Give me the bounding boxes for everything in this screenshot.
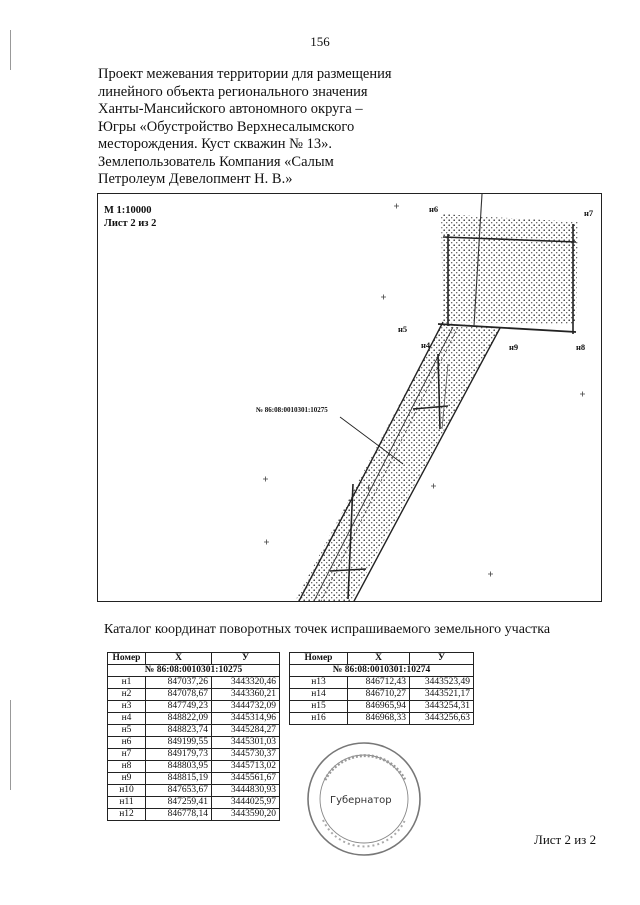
scan-edge — [10, 700, 11, 790]
coord-x: 846778,14 — [146, 809, 212, 821]
column-header-number: Номер — [290, 653, 348, 665]
table-row — [108, 737, 280, 749]
boundary-line — [313, 327, 453, 602]
point-number: н15 — [290, 701, 348, 713]
table-row — [290, 689, 474, 701]
corridor-area — [294, 322, 500, 602]
title-line: Петролеум Девелопмент Н. В.» — [98, 171, 293, 187]
coord-x: 847259,41 — [146, 797, 212, 809]
parcel-number: № 86:08:0010301:10275 — [108, 665, 280, 677]
column-header-y: У — [212, 653, 280, 665]
coord-x: 848815,19 — [146, 773, 212, 785]
coord-x: 847078,67 — [146, 689, 212, 701]
coord-y: 3444830,93 — [212, 785, 280, 797]
coord-x: 846712,43 — [348, 677, 410, 689]
table-row — [108, 773, 280, 785]
point-label-n7: н7 — [584, 208, 594, 218]
coord-x: 848822,09 — [146, 713, 212, 725]
coord-x: 849199,55 — [146, 737, 212, 749]
document-title — [98, 66, 418, 189]
title-line: месторождения. Куст скважин № 13». — [98, 136, 333, 152]
point-number: н11 — [108, 797, 146, 809]
point-number: н8 — [108, 761, 146, 773]
table-row — [108, 785, 280, 797]
coordinates-table-left — [107, 652, 280, 821]
table-row — [108, 725, 280, 737]
parcel-number: № 86:08:0010301:10274 — [290, 665, 474, 677]
point-number: н3 — [108, 701, 146, 713]
scan-edge — [10, 30, 11, 70]
point-number: н10 — [108, 785, 146, 797]
coord-x: 847037,26 — [146, 677, 212, 689]
point-number: н2 — [108, 689, 146, 701]
table-row — [108, 713, 280, 725]
column-header-x: X — [348, 653, 410, 665]
title-line: Ханты-Мансийского автономного округа – — [98, 101, 363, 117]
coord-x: 847653,67 — [146, 785, 212, 797]
page-number: 156 — [310, 34, 330, 49]
coordinates-table-right — [289, 652, 474, 725]
table-row — [108, 677, 280, 689]
coord-y: 3443523,49 — [410, 677, 474, 689]
table-row — [108, 749, 280, 761]
table-row — [290, 677, 474, 689]
column-header-x: X — [146, 653, 212, 665]
table-row — [290, 701, 474, 713]
point-number: н1 — [108, 677, 146, 689]
coord-y: 3443256,63 — [410, 713, 474, 725]
column-header-y: У — [410, 653, 474, 665]
survey-map — [97, 193, 602, 602]
coord-y: 3444732,09 — [212, 701, 280, 713]
coord-y: 3444025,97 — [212, 797, 280, 809]
column-header-number: Номер — [108, 653, 146, 665]
point-number: н16 — [290, 713, 348, 725]
table-row — [108, 701, 280, 713]
coord-x: 846710,27 — [348, 689, 410, 701]
point-label-n9: н9 — [509, 342, 519, 352]
coord-y: 3445561,67 — [212, 773, 280, 785]
coord-y: 3443254,31 — [410, 701, 474, 713]
coord-y: 3445713,02 — [212, 761, 280, 773]
table-row — [108, 689, 280, 701]
map-scale: М 1:10000 — [104, 205, 152, 216]
map-drawing — [98, 194, 602, 602]
coord-y: 3443360,21 — [212, 689, 280, 701]
table-row — [290, 713, 474, 725]
coord-y: 3445284,27 — [212, 725, 280, 737]
point-number: н5 — [108, 725, 146, 737]
point-number: н6 — [108, 737, 146, 749]
point-number: н7 — [108, 749, 146, 761]
coord-x: 846965,94 — [348, 701, 410, 713]
point-label-n4: н4 — [421, 340, 431, 350]
coord-y: 3443590,20 — [212, 809, 280, 821]
coord-y: 3443320,46 — [212, 677, 280, 689]
map-scale-block — [104, 204, 156, 230]
point-number: н4 — [108, 713, 146, 725]
title-line: Проект межевания территории для размещения — [98, 66, 392, 82]
catalog-title: Каталог координат поворотных точек испрашиваемого земельного участка — [104, 622, 551, 637]
table-row — [108, 809, 280, 821]
seal-text: Губернатор — [330, 795, 392, 806]
table-row — [108, 761, 280, 773]
point-label-n8: н8 — [576, 342, 586, 352]
point-number: н9 — [108, 773, 146, 785]
point-number: н14 — [290, 689, 348, 701]
point-number: н12 — [108, 809, 146, 821]
table-row — [108, 797, 280, 809]
point-number: н13 — [290, 677, 348, 689]
title-line: линейного объекта регионального значения — [98, 83, 368, 100]
point-label-n5: н5 — [398, 324, 408, 334]
coord-x: 848803,95 — [146, 761, 212, 773]
coord-y: 3445314,96 — [212, 713, 280, 725]
pad-area — [441, 214, 578, 324]
coord-y: 3443521,17 — [410, 689, 474, 701]
coord-x: 847749,23 — [146, 701, 212, 713]
map-sheet: Лист 2 из 2 — [104, 218, 157, 229]
title-line: Югры «Обустройство Верхнесалымского — [98, 118, 355, 135]
coord-x: 848823,74 — [146, 725, 212, 737]
cadastral-label: № 86:08:0010301:10275 — [256, 406, 328, 414]
coord-x: 846968,33 — [348, 713, 410, 725]
coord-x: 849179,73 — [146, 749, 212, 761]
sheet-footer: Лист 2 из 2 — [534, 832, 597, 847]
coord-y: 3445730,37 — [212, 749, 280, 761]
point-label-n6: н6 — [429, 204, 439, 214]
title-line: Землепользователь Компания «Салым — [98, 153, 334, 170]
coord-y: 3445301,03 — [212, 737, 280, 749]
